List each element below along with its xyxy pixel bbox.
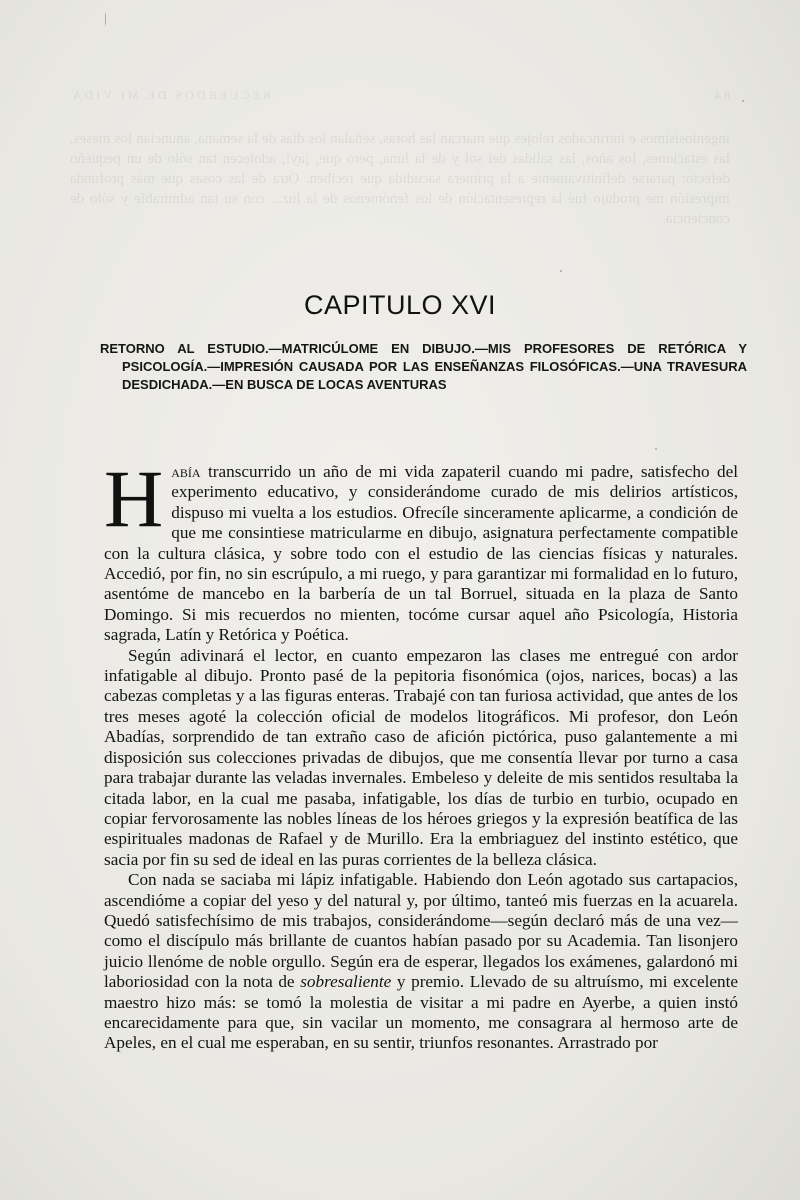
bleed-through-header: [70, 85, 730, 105]
paragraph-1: [104, 453, 738, 646]
scan-mark: [105, 12, 106, 26]
paragraph-2: Según adivinará el lector, en cuanto empezaron las clases me entregué con ardor infatigable al dibujo. Pronto pasé de la pepitoria fisonómica (ojos, narices, bocas) a las cabezas completas y a las figuras enteras. Trabajé con tan furiosa actividad, que antes de los tres meses agoté la colección oficial de modelos litográficos. Mi profesor, don León Abadías, sorprendido de tan extraño caso de afición pictórica, puso galantemente a mi disposición sus colecciones privadas de dibujos, que me consentía llevar por turno a casa para trabajar durante las veladas invernales. Embeleso y deleite de mis sentidos resultaba la citada labor, en la cual me pasaba, infatigable, los días de turbio en turbio, ocupado en copiar fervorosamente las nobles líneas de los héroes griegos y la expresión beatífica de las espirituales madonas de Rafael y de Murillo. Era la embriaguez del instinto estético, que sacia por fin su sed de ideal en las puras corrientes de la belleza clásica.: [104, 645, 738, 869]
scan-speck: [560, 270, 562, 272]
bleed-through-running-title: RECUERDOS DE MI VIDA: [70, 88, 271, 102]
chapter-summary: RETORNO AL ESTUDIO.—MATRICÚLOME EN DIBUJO.—MIS PROFESORES DE RETÓRICA Y PSICOLOGÍA.—IMPRESIÓN CAUSADA POR LAS ENSEÑANZAS FILOSÓFICAS.—UNA TRAVESURA DESDICHADA.—EN BUSCA DE LOCAS AVENTURAS: [100, 341, 747, 392]
paragraph-3-italic: sobresaliente: [300, 972, 392, 992]
bleed-through-page-number: 84: [712, 88, 730, 102]
opening-small-caps: abía: [171, 462, 201, 481]
paragraph-3-text-a: Con nada se saciaba mi lápiz infatigable. Habiendo don León agotado sus cartapacios, ascendióme a copiar del yeso y del natural y, por último, tanteó mis fuerzas en la acuarela. Quedó satisfechísimo de mis trabajos, considerándome—según declaró más de una vez—como el discípulo más brillante de cuantos habían pasado por su Academia. Tan lisonjero juicio llenóme de noble orgullo. Según era de esperar, llegados los exámenes, galardonó mi laboriosidad con la nota de: [104, 870, 738, 992]
paragraph-3: [104, 870, 738, 1054]
bleed-through-paragraph: ingeniosísimos e intrincados relojes que marcan las horas, señalan los días de la semana, anuncian los meses, las estaciones, los años, las salidas del sol y de la luna, pero que, ¡ay!, adolecen tan sólo de un pequeño defecto: pararse definitivamente a la primera sacudida que reciben. Otra de las cosas que más profunda impresión me produjo fué la representación de los fenómenos de la luz... con su tan admirable y sólo de conciencia.: [70, 131, 730, 227]
paragraph-1-text: transcurrido un año de mi vida zapateril cuando mi padre, satisfecho del experimento educativo, y considerándome curado de mis delirios artísticos, dispuso mi vuelta a los estudios. Ofrecíle sinceramente aplicarme, a condición de que me consintiese matricularme en dibujo, asignatura perfectamente compatible con la cultura clásica, y sobre todo con el estudio de las ciencias físicas y naturales. Accedió, por fin, no sin escrúpulo, a mi ruego, y para garantizar mi formalidad en lo futuro, asentóme de mancebo en la barbería de un tal Borruel, situada en la plaza de Santo Domingo. Si mis recuerdos no mienten, tocóme cursar aquel año Psicología, Historia sagrada, Latín y Retórica y Poética.: [104, 462, 738, 645]
chapter-title: CAPITULO XVI: [303, 290, 497, 320]
bleed-through-text: [70, 85, 730, 229]
scan-speck: [655, 448, 657, 450]
body-text: [104, 453, 739, 1054]
paragraph-3-text-b: y premio. Llevado de su altruísmo, mi excelente maestro hizo más: se tomó la molestia de visitar a mi padre en Ayerbe, a quien instó encarecidamente para que, sin vacilar un momento, me consagrara al hermoso arte de Apeles, en el cual me esperaban, en su sentir, triunfos resonantes. Arrastrado por: [104, 972, 739, 1053]
scan-speck: [742, 100, 744, 102]
drop-cap: H: [104, 453, 164, 544]
